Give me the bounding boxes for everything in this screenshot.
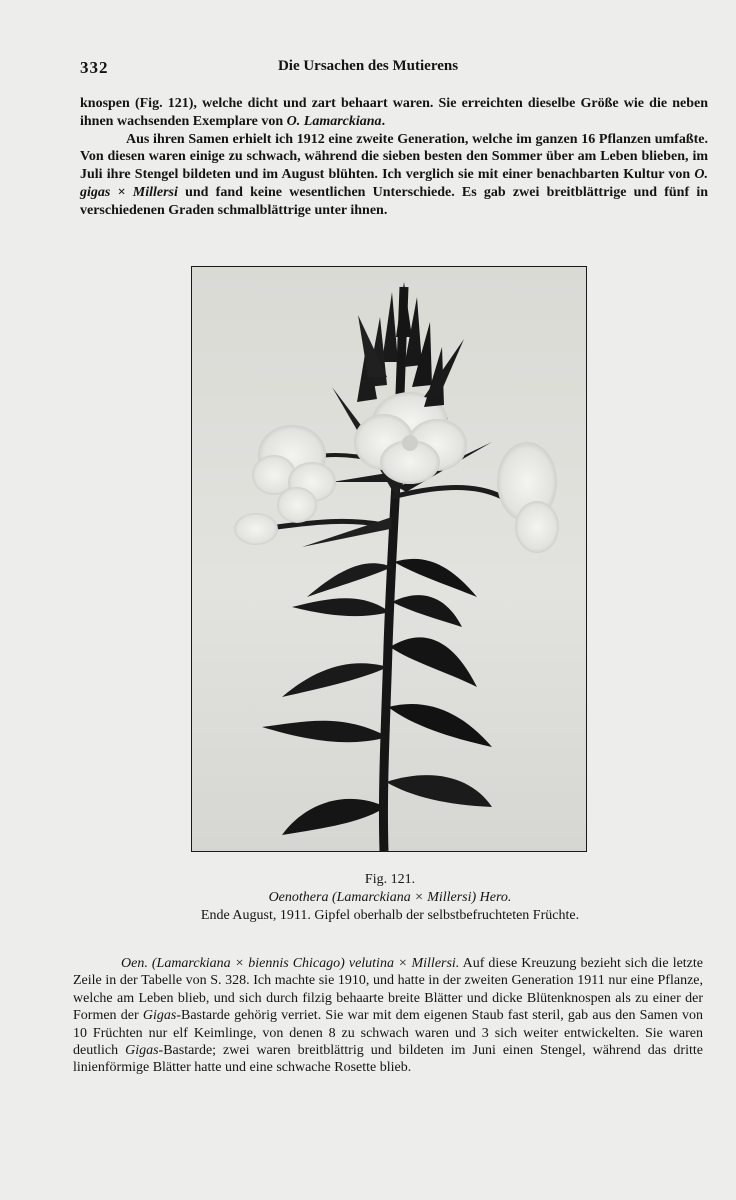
figure-description: Ende August, 1911. Gipfel oberhalb der selbstbefruchteten Früchte.: [200, 908, 580, 923]
page-number: 332: [80, 58, 109, 77]
flower-top-center: [354, 392, 467, 484]
paragraph-continuation: knospen (Fig. 121), welche dicht und zart behaart waren. Sie erreichten dieselbe Größe wie die neben ihnen wachsenden Exemplare von O. Lamarckiana.: [80, 96, 708, 129]
flower-right: [497, 442, 559, 553]
figure-label: Fig. 121.: [364, 872, 416, 887]
top-text-block: [80, 95, 708, 220]
figure-plate-photo: [191, 266, 587, 852]
bud-cluster: [357, 282, 464, 407]
figure-title: Oenothera (Lamarckiana × Millersi) Hero.: [268, 890, 512, 905]
species-name: Oen. (Lamarckiana × biennis Chicago) velutina × Millersi.: [121, 956, 460, 971]
flower-small-left: [234, 487, 317, 545]
paragraph-velutina-cross: Oen. (Lamarckiana × biennis Chicago) velutina × Millersi. Auf diese Kreuzung bezieht sich die letzte Zeile in der Tabelle von S. 328. Ich machte sie 1910, und hatte in der zweiten Generation 1911 nur eine Pflanze, welche am Leben blieb, und sich durch filzig behaarte breite Blätter und dicke Blütenknospen als zu einer der Formen der Gigas-Bastarde gehörig verriet. Sie war mit dem eigenen Staub fast steril, gab aus den Samen von 10 Früchten nur elf Keimlinge, von denen 8 zu schwach waren und 3 sich weiter entwickelten. Sie waren deutlich Gigas-Bastarde; zwei waren breitblättrig und bildeten im Juni einen Stengel, während das dritte linienförmige Blätter hatte und eine schwache Rosette blieb.: [73, 956, 704, 1076]
species-name: O. gigas × Millersi: [80, 167, 708, 200]
bottom-text-block: [73, 955, 703, 1077]
species-name: O. Lamarckiana: [286, 113, 382, 129]
oenothera-plant-illustration: [192, 267, 586, 851]
paragraph-second-generation: Aus ihren Samen erhielt ich 1912 eine zweite Generation, welche im ganzen 16 Pflanzen umfaßte. Von diesen waren einige zu schwach, während die sieben besten den Sommer über am Leben blieben, im Juli ihre Stengel bildeten und im August blühten. Ich verglich sie mit einer benachbarten Kultur von O. gigas × Millersi und fand keine wesentlichen Unterschiede. Es gab zwei breitblättrige und fünf in verschiedenen Graden schmalblättrige unter ihnen.: [80, 131, 708, 218]
running-title: Die Ursachen des Mutierens: [277, 58, 459, 74]
